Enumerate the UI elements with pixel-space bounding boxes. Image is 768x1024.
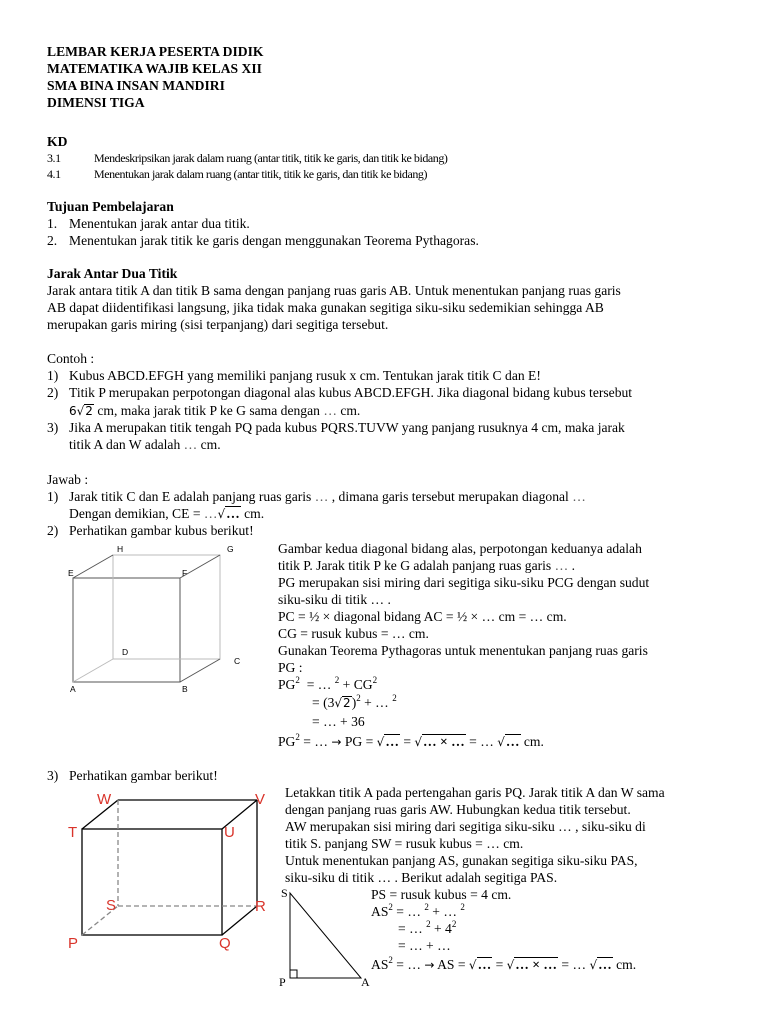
- p2-line-8: PG :: [278, 660, 303, 675]
- eq-end: cm.: [612, 957, 637, 972]
- p2-eq-3: = … + 36: [312, 714, 365, 729]
- jarak-line-1: Jarak antara titik A dan titik B sama dengan panjang ruas garis AB. Untuk menentukan panjang ruas garis: [47, 283, 621, 298]
- p3-line-1: Letakkan titik A pada pertengahan garis PQ. Jarak titik A dan W sama: [285, 785, 665, 800]
- sqrt-symbol: √: [589, 958, 598, 972]
- cube1-edge-ad: [73, 659, 113, 682]
- p3-as-3: = … + …: [398, 938, 451, 953]
- p2-eq-2: = $(3√2)^2$ + … $^2$: [312, 693, 397, 710]
- jawab-2: Perhatikan gambar kubus berikut!: [69, 523, 254, 538]
- contoh-1: Kubus ABCD.EFGH yang memiliki panjang rusuk x cm. Tentukan jarak titik C dan E!: [69, 368, 541, 383]
- radicand: …: [505, 734, 520, 749]
- coef-6: 6: [69, 404, 77, 418]
- jarak-heading: Jarak Antar Dua Titik: [47, 266, 178, 281]
- eq-end: + CG: [339, 677, 373, 692]
- jawab-1b-text: Dengan demikian, CE =: [69, 506, 204, 521]
- kd-text-2: Menentukan jarak dalam ruang (antar titik, titik ke garis, dan titik ke bidang): [94, 167, 428, 181]
- contoh-heading: Contoh :: [47, 351, 95, 366]
- cube-pqrstuvw: [82, 800, 257, 935]
- radicand: …: [477, 957, 492, 972]
- cube1-label-f: F: [182, 568, 188, 578]
- sqrt-symbol: √: [76, 404, 85, 418]
- eq-b: PG =: [341, 734, 377, 749]
- blank-dots: …: [554, 558, 569, 573]
- contoh-num-2: 2): [47, 385, 59, 400]
- cube1-label-e: E: [68, 568, 74, 578]
- tujuan-num-1: 1.: [47, 216, 58, 231]
- tujuan-text-1: Menentukan jarak antar dua titik.: [69, 216, 250, 231]
- p2-line-7: Gunakan Teorema Pythagoras untuk menentukan panjang ruas garis: [278, 643, 648, 658]
- right-angle-mark: [290, 970, 297, 978]
- triangle-shape: [290, 893, 361, 978]
- eq-mid: + …: [428, 904, 461, 919]
- contoh-2b-end: cm.: [336, 403, 361, 418]
- cube2-label-v: V: [255, 791, 266, 808]
- sqrt-symbol: √: [414, 735, 423, 749]
- eq-end: + …: [360, 695, 393, 710]
- kd-num-1: 3.1: [47, 151, 61, 165]
- jawab-heading: Jawab :: [47, 472, 89, 487]
- cube2-label-p: P: [68, 935, 79, 952]
- arrow-icon: →: [424, 958, 435, 972]
- radicand: 2: [85, 404, 93, 418]
- cube2-labels: [68, 791, 266, 952]
- cube2-label-r: R: [255, 898, 266, 915]
- eq-a: = …: [392, 957, 425, 972]
- eq-end: cm.: [520, 734, 544, 749]
- cube2-label-t: T: [68, 824, 78, 841]
- eq-d: = …: [465, 734, 498, 749]
- jawab-1a-mid: , dimana garis tersebut merupakan diagonal: [328, 489, 573, 504]
- tujuan-text-2: Menentukan jarak titik ke garis dengan menggunakan Teorema Pythagoras.: [69, 233, 479, 248]
- cube1-front-face: [73, 578, 180, 682]
- p3-as-2: = … $^2 + 4^2$: [398, 919, 457, 936]
- p2-line-6: CG = rusuk kubus = … cm.: [278, 626, 429, 641]
- eq-b: AS =: [434, 957, 469, 972]
- cube2-edge-qr: [222, 906, 257, 935]
- cube2-label-s: S: [106, 897, 117, 914]
- sqrt-symbol: √: [506, 958, 515, 972]
- p2-eq-4: $PG^2$ = … → PG = √… = √… × … = … √… cm.: [278, 732, 544, 749]
- jawab-num-1: 1): [47, 489, 59, 504]
- kd-num-2: 4.1: [47, 167, 61, 181]
- eq-open: = (3: [312, 695, 335, 710]
- kd-heading: KD: [47, 134, 68, 149]
- cube1-label-h: H: [117, 544, 124, 554]
- radicand: …: [385, 734, 399, 749]
- cube1-edge-bc: [180, 659, 220, 682]
- triangle-label-p: P: [279, 975, 286, 989]
- eq-c: =: [492, 957, 507, 972]
- eq-rhs: = …: [398, 921, 427, 936]
- jawab-1b-end: cm.: [240, 506, 265, 521]
- cube1-edge-eh: [73, 555, 113, 578]
- jarak-line-2: AB dapat diidentifikasi langsung, jika tidak maka gunakan segitiga siku-siku sedemikian sehingga AB: [47, 300, 604, 315]
- kd-text-1: Mendeskripsikan jarak dalam ruang (antar titik, titik ke garis, dan titik ke bidang): [94, 151, 448, 165]
- p3-line-6: siku-siku di titik … . Berikut adalah segitiga PAS.: [285, 870, 558, 885]
- sqrt-symbol: √: [376, 735, 385, 749]
- triangle-pas: [290, 893, 361, 978]
- eq-lhs: PG: [278, 734, 296, 749]
- contoh-3b-text: titik A dan W adalah: [69, 437, 184, 452]
- contoh-2b-text: cm, maka jarak titik P ke G sama dengan: [93, 403, 324, 418]
- p2-eq-1: $PG^2$ = … $^2 + CG^2$: [278, 675, 378, 692]
- p2-line-4: siku-siku di titik … .: [278, 592, 391, 607]
- eq-rhs: = …: [392, 904, 425, 919]
- blank-dots: …: [323, 403, 337, 418]
- eq-lhs: AS: [371, 957, 389, 972]
- sqrt-symbol: √: [497, 735, 505, 749]
- contoh-3a: Jika A merupakan titik tengah PQ pada kubus PQRS.TUVW yang panjang rusuknya 4 cm, maka jarak: [69, 420, 625, 435]
- cube1-label-c: C: [234, 656, 241, 666]
- arrow-icon: →: [331, 735, 342, 749]
- part3-title: Perhatikan gambar berikut!: [69, 768, 218, 783]
- cube1-label-a: A: [70, 684, 76, 694]
- blank-dots: …: [203, 506, 218, 521]
- jawab-1a-text: Jarak titik C dan E adalah panjang ruas garis: [69, 489, 315, 504]
- title-line-2: MATEMATIKA WAJIB KELAS XII: [47, 61, 262, 76]
- blank-dots: …: [314, 489, 329, 504]
- cube1-back-face: [113, 555, 220, 659]
- cube1-label-g: G: [227, 544, 234, 554]
- p3-as-4: $AS^2$ = … → AS = √… = √… × … = … √… cm.: [371, 955, 637, 972]
- p2-line-1: Gambar kedua diagonal bidang alas, perpotongan keduanya adalah: [278, 541, 642, 556]
- sqrt-symbol: √: [468, 958, 477, 972]
- tujuan-heading: Tujuan Pembelajaran: [47, 199, 174, 214]
- p2-line-3: PG merupakan sisi miring dari segitiga siku-siku PCG dengan sudut: [278, 575, 650, 590]
- eq-end: + 4: [430, 921, 452, 936]
- eq-c: =: [399, 734, 415, 749]
- radicand: … × …: [423, 734, 465, 749]
- radicand: 2: [343, 696, 351, 710]
- tujuan-num-2: 2.: [47, 233, 58, 248]
- jarak-line-3: merupakan garis miring (sisi terpanjang) dari segitiga tersebut.: [47, 317, 389, 332]
- contoh-3b-end: cm.: [197, 437, 221, 452]
- p3-ps: PS = rusuk kubus = 4 cm.: [371, 887, 512, 902]
- jawab-num-2: 2): [47, 523, 59, 538]
- contoh-2a: Titik P merupakan perpotongan diagonal alas kubus ABCD.EFGH. Jika diagonal bidang kubus tersebut: [69, 385, 633, 400]
- cube2-label-u: U: [224, 824, 235, 841]
- p2-line-2-end: .: [568, 558, 575, 573]
- radicand: … × …: [515, 957, 558, 972]
- title-line-1: LEMBAR KERJA PESERTA DIDIK: [47, 44, 264, 59]
- eq-d: = …: [558, 957, 590, 972]
- p2-line-2-text: titik P. Jarak titik P ke G adalah panjang ruas garis: [278, 558, 555, 573]
- cube2-hidden-edges: [82, 800, 257, 935]
- triangle-label-s: S: [281, 886, 288, 900]
- cube1-label-b: B: [182, 684, 188, 694]
- triangle-label-a: A: [361, 975, 370, 989]
- part3-num: 3): [47, 768, 59, 783]
- p3-line-5: Untuk menentukan panjang AS, gunakan segitiga siku-siku PAS,: [285, 853, 638, 868]
- title-line-3: SMA BINA INSAN MANDIRI: [47, 78, 225, 93]
- radicand: …: [226, 506, 240, 521]
- eq-rhs: = …: [306, 677, 335, 692]
- p3-as-1: $AS^2$ = … $^2$ + … $^2$: [371, 902, 465, 919]
- p2-line-5: PC = ½ × diagonal bidang AC = ½ × … cm = … cm.: [278, 609, 567, 624]
- radicand: …: [598, 957, 612, 972]
- cube1-label-d: D: [122, 647, 129, 657]
- p3-line-4: titik S. panjang SW = rusuk kubus = … cm.: [285, 836, 524, 851]
- p3-line-2: dengan panjang ruas garis AW. Hubungkan kedua titik tersebut.: [285, 802, 631, 817]
- contoh-num-1: 1): [47, 368, 59, 383]
- eq-close: ): [351, 695, 357, 710]
- contoh-num-3: 3): [47, 420, 59, 435]
- cube2-front-face: [82, 829, 222, 935]
- blank-dots: …: [572, 489, 586, 504]
- sqrt-symbol: √: [334, 696, 343, 710]
- title-line-4: DIMENSI TIGA: [47, 95, 145, 110]
- eq-a: = …: [299, 734, 332, 749]
- p3-line-3: AW merupakan sisi miring dari segitiga siku-siku … , siku-siku di: [285, 819, 646, 834]
- sqrt-symbol: √: [217, 507, 226, 521]
- cube2-label-w: W: [97, 791, 112, 808]
- eq-lhs: PG: [278, 677, 296, 692]
- cube-abcdefgh: [73, 555, 220, 682]
- blank-dots: …: [183, 437, 198, 452]
- cube2-label-q: Q: [219, 935, 231, 952]
- eq-lhs: AS: [371, 904, 389, 919]
